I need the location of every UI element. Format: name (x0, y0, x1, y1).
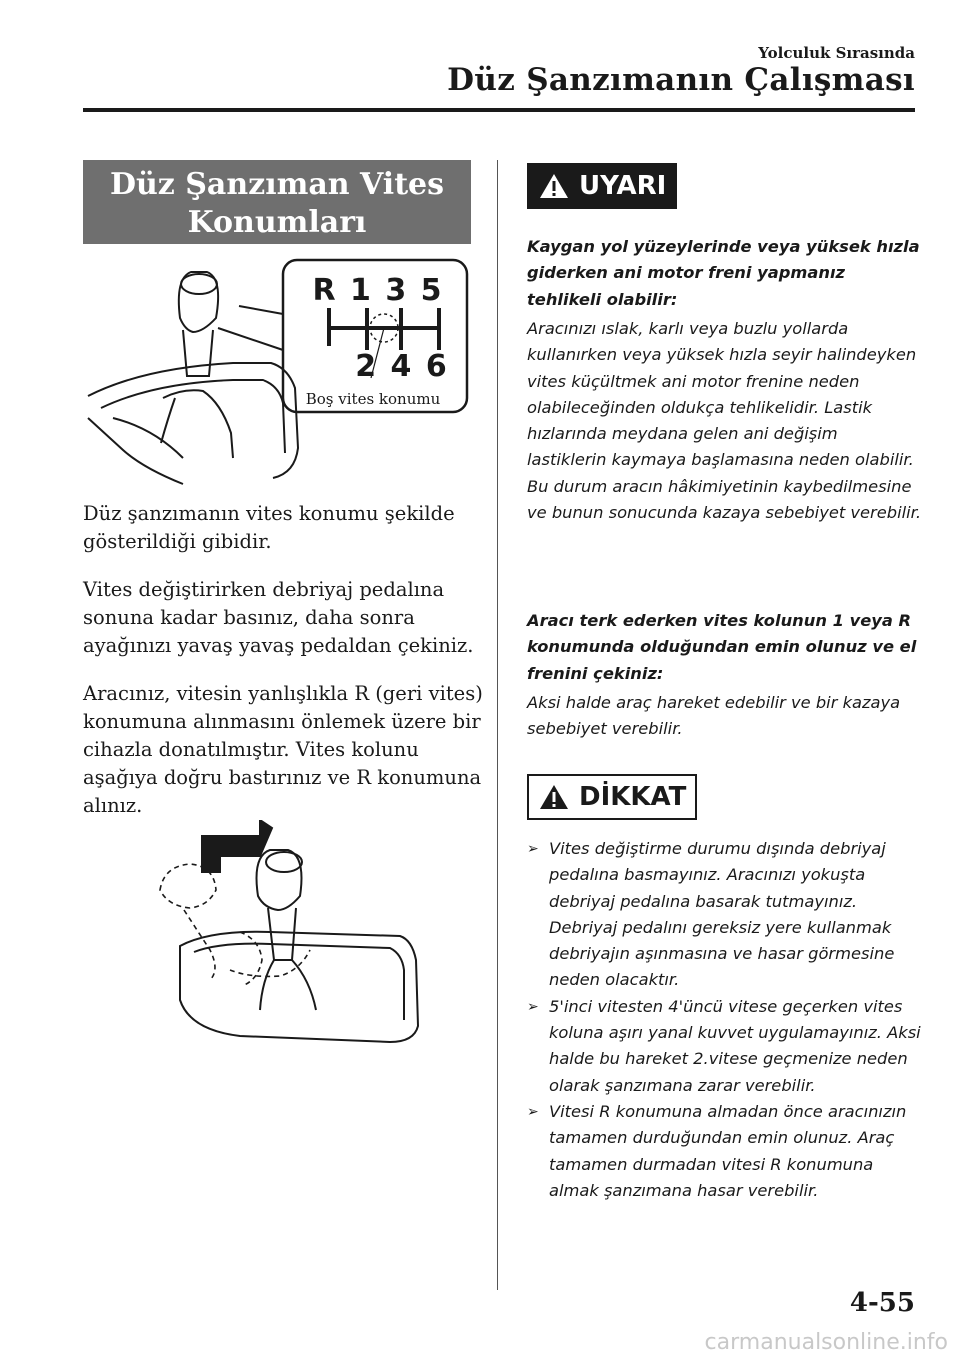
caution-triangle-icon (539, 784, 569, 810)
shift-pattern-top: R 1 3 5 (312, 273, 442, 308)
caution-item (527, 1099, 922, 1204)
arrow-bullet-icon: ➢ (527, 1103, 539, 1120)
caution-item-text: 5'inci vitesten 4'üncü vitese geçerken vites koluna aşırı yanal kuvvet uygulamayınız. Aksi halde bu hareket 2.vitese geçmenize neden olarak şanzımana zarar verebilir. (549, 996, 921, 1095)
caution-badge (527, 774, 697, 820)
warning-2-heading-text: Aracı terk ederken vites kolunun 1 veya R konumunda olduğundan emin olunuz ve el frenini çekiniz: (527, 611, 917, 683)
reverse-shift-figure (150, 820, 450, 1050)
caution-item (527, 836, 922, 994)
warning-1-body: Aracınızı ıslak, karlı veya buzlu yollarda kullanırken veya yüksek hızla seyir halindeyken vites küçültmek ani motor frenine neden olabileceğinden oldukça tehlikelidir. Lastik hızlarında meydana gelen ani değişim lastiklerin kaymaya başlamasına neden olabilir. Bu durum aracın hâkimiyetinin kaybedilmesine ve bunun sonucunda kazaya sebebiyet verebilir. (527, 319, 922, 523)
column-divider (497, 160, 498, 1290)
warning-label: UYARI (579, 171, 667, 201)
warning-1-heading-text: Kaygan yol yüzeylerinde veya yüksek hızla giderken ani motor freni yapmanız tehlikeli olabilir: (527, 237, 920, 309)
header-rule (83, 108, 915, 112)
shift-pattern-bottom: 2 4 6 (355, 349, 447, 384)
page-title: Düz Şanzımanın Çalışması (447, 62, 915, 98)
paragraph-1: Düz şanzımanın vites konumu şekilde gösterildiği gibidir. (83, 502, 455, 553)
caution-item-text: Vitesi R konumuna almadan önce aracınızın tamamen durduğundan emin olunuz. Araç tamamen durmadan vitesi R konumuna almak şanzımana hasar verebilir. (549, 1101, 907, 1200)
section-title (83, 160, 471, 244)
caution-list (527, 836, 922, 1204)
caution-item-text: Vites değiştirme durumu dışında debriyaj pedalına basmayınız. Aracınızı yokuşta debriyaj pedalına basarak tutmayınız. Debriyaj pedalını gereksiz yere kullanmak debriyajın aşınmasına ve hasar görmesine neden olacaktır. (549, 839, 895, 990)
caution-label: DİKKAT (579, 782, 687, 812)
neutral-callout: Boş vites konumu (305, 390, 441, 408)
section-title-line1: Düz Şanzıman Vites (109, 167, 445, 202)
header-subtitle: Yolculuk Sırasında (758, 44, 915, 62)
warning-1-heading (527, 234, 922, 313)
watermark: carmanualsonline.info (704, 1330, 948, 1355)
warning-2-body: Aksi halde araç hareket edebilir ve bir kazaya sebebiyet verebilir. (527, 693, 901, 739)
page-number: 4-55 (849, 1288, 915, 1318)
paragraph-2: Vites değiştirirken debriyaj pedalına sonuna kadar basınız, daha sonra ayağınızı yavaş yavaş pedaldan çekiniz. (83, 578, 474, 657)
warning-2-heading (527, 608, 922, 687)
arrow-bullet-icon: ➢ (527, 998, 539, 1015)
caution-item (527, 994, 922, 1099)
warning-triangle-icon (539, 173, 569, 199)
gear-shift-figure (83, 258, 471, 490)
warning-badge (527, 163, 677, 209)
paragraph-3: Aracınız, vitesin yanlışlıkla R (geri vites) konumuna alınmasını önlemek üzere bir cihazla donatılmıştır. Vites kolunu aşağıya doğru bastırınız ve R konumuna alınız. (83, 682, 483, 817)
arrow-bullet-icon: ➢ (527, 841, 539, 857)
section-title-line2: Konumları (187, 205, 367, 240)
